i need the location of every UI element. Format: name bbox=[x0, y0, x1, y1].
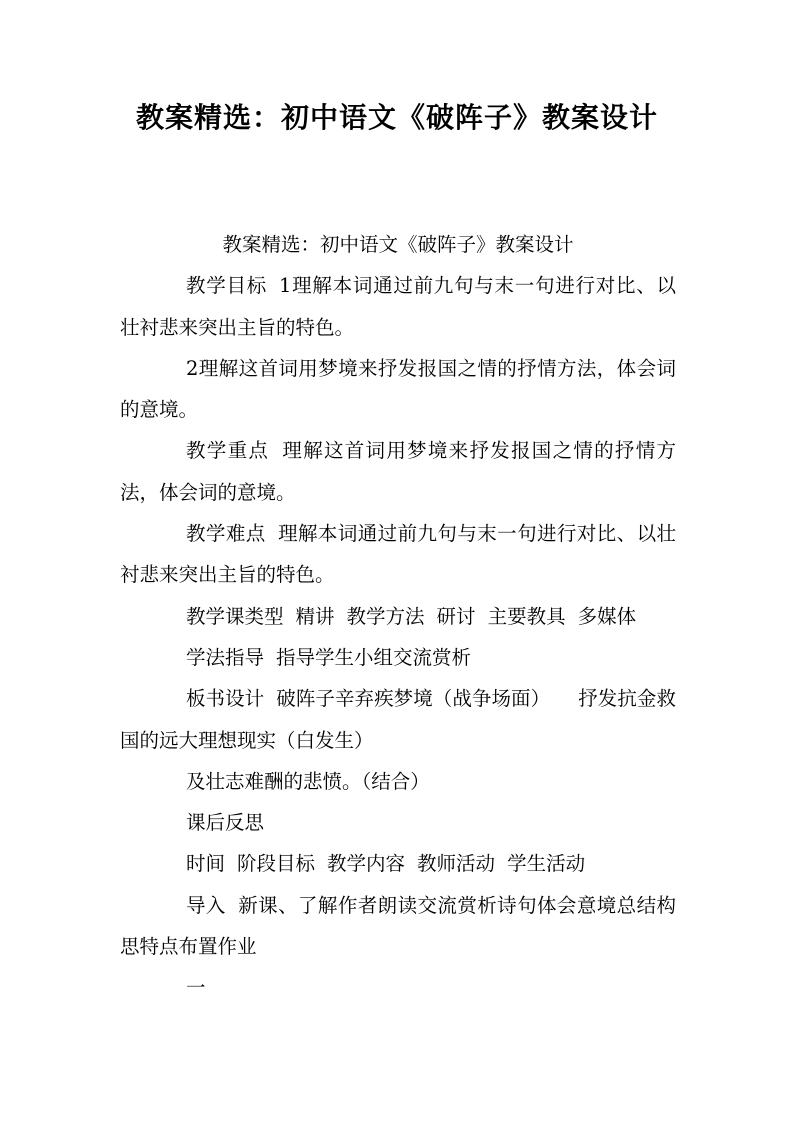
last-line: 一 bbox=[186, 976, 206, 1000]
board-label: 板书设计 bbox=[186, 687, 265, 711]
page-title: 教案精选：初中语文《破阵子》教案设计 bbox=[135, 101, 658, 134]
objective-paragraph bbox=[120, 265, 676, 348]
header-content: 教学内容 bbox=[327, 852, 406, 876]
last-line-paragraph bbox=[120, 967, 676, 1008]
header-student-activity: 学生活动 bbox=[507, 852, 586, 876]
lesson-type: 精讲 bbox=[295, 604, 335, 628]
intro-text: 新课、了解作者朗读交流赏析诗句体会意境总结构思特点布置作业 bbox=[120, 893, 676, 959]
board-paragraph bbox=[120, 678, 676, 761]
study-label: 学法指导 bbox=[186, 645, 265, 669]
key-point-label: 教学重点 bbox=[186, 439, 270, 463]
objective-2: 2理解这首词用梦境来抒发报国之情的抒情方法，体会词的意境。 bbox=[120, 356, 676, 422]
difficulty-paragraph bbox=[120, 513, 676, 596]
method: 研讨 bbox=[436, 604, 476, 628]
document-body bbox=[120, 224, 676, 1009]
objective-1: 1理解本词通过前九句与末一句进行对比、以壮衬悲来突出主旨的特色。 bbox=[120, 274, 676, 339]
key-point-text: 理解这首词用梦境来抒发报国之情的抒情方法，体会词的意境。 bbox=[120, 439, 676, 504]
lesson-type-label: 教学课类型 bbox=[186, 604, 284, 628]
lesson-info-paragraph bbox=[120, 596, 676, 637]
header-time: 时间 bbox=[186, 852, 226, 876]
intro-label: 导入 bbox=[186, 893, 226, 917]
objective-2-paragraph bbox=[120, 348, 676, 431]
study-text: 指导学生小组交流赏析 bbox=[276, 645, 472, 669]
header-teacher-activity: 教师活动 bbox=[417, 852, 496, 876]
document-subtitle: 教案精选：初中语文《破阵子》教案设计 bbox=[222, 233, 574, 256]
difficulty-label: 教学难点 bbox=[186, 522, 266, 546]
board-part-2: 抒发抗金救国的远大理想现实（白发生） bbox=[120, 687, 676, 752]
key-point-paragraph bbox=[120, 430, 676, 513]
header-stage-goal: 阶段目标 bbox=[237, 852, 316, 876]
board-part-1: 破阵子辛弃疾梦境（战争场面） bbox=[276, 687, 551, 711]
study-paragraph bbox=[120, 637, 676, 678]
tools-label: 主要教具 bbox=[487, 604, 566, 628]
reflection-paragraph bbox=[120, 802, 676, 843]
objective-label: 教学目标 bbox=[186, 274, 267, 298]
table-header-paragraph bbox=[120, 843, 676, 884]
method-label: 教学方法 bbox=[346, 604, 425, 628]
board-part-3: 及壮志难酬的悲愤。（结合） bbox=[186, 769, 430, 793]
tools: 多媒体 bbox=[577, 604, 637, 628]
difficulty-text: 理解本词通过前九句与末一句进行对比、以壮衬悲来突出主旨的特色。 bbox=[120, 522, 676, 587]
board-part-3-paragraph bbox=[120, 761, 676, 802]
reflection-label: 课后反思 bbox=[186, 811, 265, 835]
intro-paragraph bbox=[120, 885, 676, 968]
